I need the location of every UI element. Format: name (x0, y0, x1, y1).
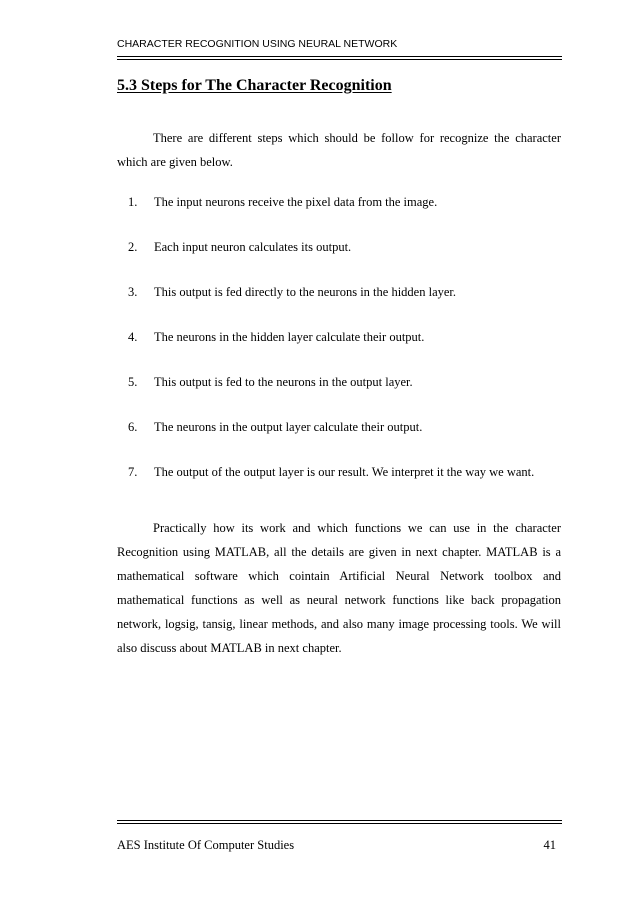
list-item (117, 193, 561, 211)
step-number: 1. (128, 195, 138, 209)
list-item (117, 373, 561, 391)
step-number: 5. (128, 375, 138, 389)
footer-rule (117, 820, 562, 824)
step-text: The neurons in the hidden layer calculate their output. (154, 330, 425, 344)
running-header: CHARACTER RECOGNITION USING NEURAL NETWORK (117, 38, 398, 50)
list-item (117, 283, 561, 301)
step-text: The input neurons receive the pixel data from the image. (154, 195, 438, 209)
step-number: 7. (128, 465, 138, 479)
footer-institute: AES Institute Of Computer Studies (117, 838, 295, 852)
header-rule (117, 56, 562, 60)
step-number: 6. (128, 420, 138, 434)
step-text: This output is fed to the neurons in the output layer. (154, 375, 413, 389)
section-title: 5.3 Steps for The Character Recognition (117, 77, 392, 94)
step-number: 3. (128, 285, 138, 299)
intro-paragraph: There are different steps which should be follow for recognize the character which are given below. (117, 131, 561, 169)
list-item (117, 463, 561, 481)
page-number: 41 (543, 838, 556, 852)
step-number: 2. (128, 240, 138, 254)
step-text: The output of the output layer is our result. We interpret it the way we want. (154, 465, 535, 479)
list-item (117, 238, 561, 256)
practical-paragraph: Practically how its work and which functions we can use in the character Recognition using MATLAB, all the details are given in next chapter. MATLAB is a mathematical software which cointain Artificial Neural Network toolbox and mathematical functions as well as neural network functions like back propagation network, logsig, tansig, linear methods, and also many image processing tools. We will also discuss about MATLAB in next chapter. (117, 521, 561, 655)
list-item (117, 418, 561, 436)
step-number: 4. (128, 330, 138, 344)
list-item (117, 328, 561, 346)
step-text: This output is fed directly to the neurons in the hidden layer. (154, 285, 457, 299)
step-text: The neurons in the output layer calculate their output. (154, 420, 423, 434)
step-text: Each input neuron calculates its output. (154, 240, 352, 254)
